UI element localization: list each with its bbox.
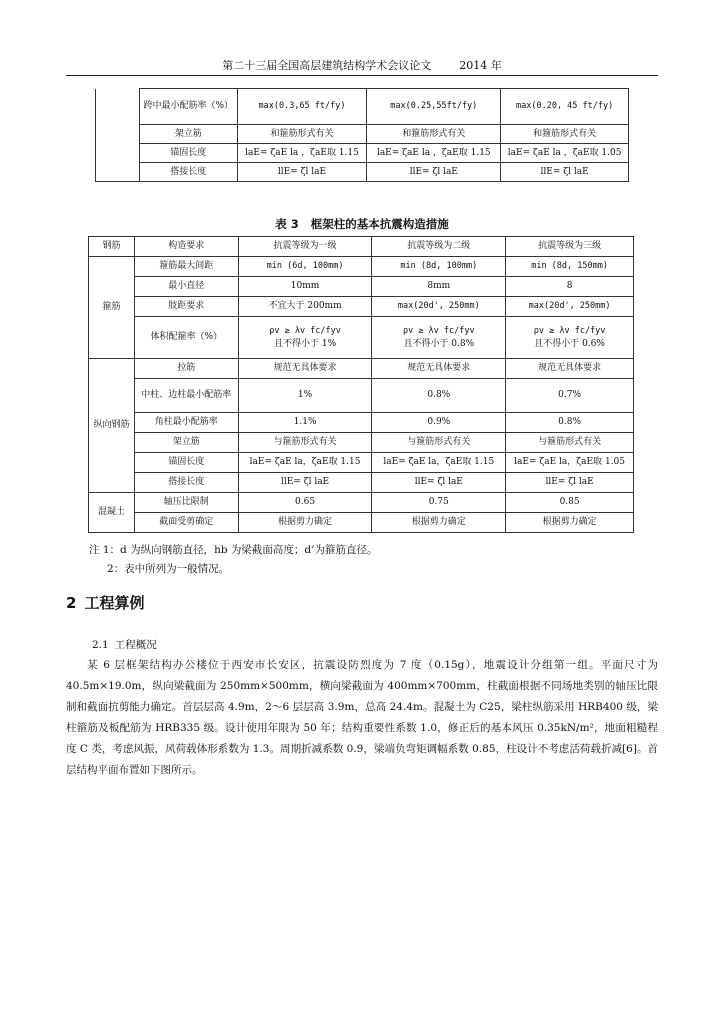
table-cell: 拉筋 xyxy=(134,359,238,379)
table-cell xyxy=(238,317,372,359)
table-cell: 规范无具体要求 xyxy=(238,359,372,379)
table-row xyxy=(96,125,629,144)
blank-cell xyxy=(96,89,140,182)
table-cell: 搭接长度 xyxy=(134,473,238,493)
table-cell: 规范无具体要求 xyxy=(372,359,506,379)
table-cell: 根据剪力确定 xyxy=(372,513,506,533)
table-header-row xyxy=(89,237,634,257)
table-cell: 1% xyxy=(238,379,372,413)
paragraph-text: 某 6 层框架结构办公楼位于西安市长安区，抗震设防烈度为 7 度（0.15g），地震设计分组第一组。平面尺寸为 40.5m×19.0m，纵向梁截面为 250mm×500mm，横向梁截面为 400mm×700mm，柱截面根据不同场地类别的轴压比限制和截面抗剪能力确定。首层层高 4.9m，2～6 层层高 3.9m，总高 24.4m。混凝土为 C25，梁柱纵筋采用 HRB400 级，梁柱箍筋及板配筋为 HRB335 级。设计使用年限为 50 年；结构重要性系数 1.0，修正后的基本风压 0.35kN/m²，地面粗糙程度 C 类，考虑风振，风荷载体形系数为 1.3。周期折减系数 0.9，梁端负弯矩调幅系数 0.85，柱设计不考虑活荷载折减[6]。首层结构平面布置如下图所示。 xyxy=(66,659,658,776)
table-cell: max(0.25,55ft/fy) xyxy=(367,89,501,125)
formula: ρv ≥ λv fc/fyv xyxy=(533,325,606,336)
table-row xyxy=(89,473,634,493)
table-cell: 0.65 xyxy=(238,493,372,513)
table-cell xyxy=(372,317,506,359)
table-row xyxy=(96,163,629,182)
subsection-title: 工程概况 xyxy=(114,639,157,651)
subsection-heading xyxy=(92,637,157,652)
table-cell: 与箍筋形式有关 xyxy=(372,433,506,453)
table-cell: 8mm xyxy=(372,277,506,297)
table-row xyxy=(96,89,629,125)
table-cell: 截面受剪确定 xyxy=(134,513,238,533)
table-cell: 0.7% xyxy=(506,379,634,413)
table-row xyxy=(89,359,634,379)
formula: ρv ≥ λv fc/fyv xyxy=(402,325,475,336)
table-cell: 搭接长度 xyxy=(139,163,237,182)
table-cell: laE= ζaE la ，ζaE取 1.15 xyxy=(237,144,367,163)
section-heading xyxy=(66,592,144,613)
limit-text: 且不得小于 1% xyxy=(273,338,337,349)
table-cell: 根据剪力确定 xyxy=(238,513,372,533)
table-cell: llE= ζl laE xyxy=(372,473,506,493)
header-cell: 抗震等级为一级 xyxy=(238,237,372,257)
table-row xyxy=(89,277,634,297)
continued-table xyxy=(95,88,629,182)
table-row xyxy=(96,144,629,163)
table-cell: 箍筋最大间距 xyxy=(134,257,238,277)
table-cell xyxy=(506,317,634,359)
table-cell: 中柱、边柱最小配筋率 xyxy=(134,379,238,413)
limit-text: 且不得小于 0.6% xyxy=(534,338,605,349)
group-cell-stirrup: 箍筋 xyxy=(89,257,135,359)
table-row xyxy=(89,413,634,433)
running-header xyxy=(66,58,658,74)
table-cell: laE= ζaE la ，ζaE取 1.15 xyxy=(367,144,501,163)
table-cell: laE= ζaE la，ζaE取 1.15 xyxy=(372,453,506,473)
header-cell: 抗震等级为二级 xyxy=(372,237,506,257)
column-seismic-table xyxy=(88,236,634,533)
table-cell: laE= ζaE la ，ζaE取 1.05 xyxy=(501,144,629,163)
table-cell: laE= ζaE la，ζaE取 1.15 xyxy=(238,453,372,473)
table-row xyxy=(89,297,634,317)
table-cell: llE= ζl laE xyxy=(237,163,367,182)
table-caption xyxy=(0,216,724,232)
table-note-1: 注 1：d 为纵向钢筋直径，hb 为梁截面高度；d’为箍筋直径。 xyxy=(89,544,378,556)
table-row xyxy=(89,513,634,533)
table-cell: llE= ζl laE xyxy=(238,473,372,493)
table-cell: 根据剪力确定 xyxy=(506,513,634,533)
table-cell: 锚固长度 xyxy=(134,453,238,473)
group-cell-longitudinal: 纵向钢筋 xyxy=(89,359,135,493)
table-cell: 不宜大于 200mm xyxy=(238,297,372,317)
table-cell: max(0.3,65 ft/fy) xyxy=(237,89,367,125)
header-cell: 钢筋 xyxy=(89,237,135,257)
table-cell: 与箍筋形式有关 xyxy=(506,433,634,453)
table-cell: 1.1% xyxy=(238,413,372,433)
table-row xyxy=(89,433,634,453)
section-title: 工程算例 xyxy=(84,594,145,612)
header-cell: 抗震等级为三级 xyxy=(506,237,634,257)
table-cell: 体积配箍率（%） xyxy=(134,317,238,359)
table-cell: 10mm xyxy=(238,277,372,297)
table-row xyxy=(89,379,634,413)
table-cell: 规范无具体要求 xyxy=(506,359,634,379)
table-cell: 和箍筋形式有关 xyxy=(367,125,501,144)
table-cell: 0.9% xyxy=(372,413,506,433)
table-number: 表 3 xyxy=(275,217,299,231)
table-row xyxy=(89,453,634,473)
table-cell: 轴压比限制 xyxy=(134,493,238,513)
table-cell: llE= ζl laE xyxy=(501,163,629,182)
table-cell: max(20d', 250mm) xyxy=(506,297,634,317)
table-cell: min (8d, 100mm) xyxy=(372,257,506,277)
section-number: 2 xyxy=(66,594,77,612)
table-row xyxy=(89,493,634,513)
group-cell-concrete: 混凝土 xyxy=(89,493,135,533)
table-cell: 架立筋 xyxy=(139,125,237,144)
table-cell: 和箍筋形式有关 xyxy=(501,125,629,144)
table-cell: llE= ζl laE xyxy=(367,163,501,182)
table-cell: laE= ζaE la，ζaE取 1.05 xyxy=(506,453,634,473)
table-cell: min (6d, 100mm) xyxy=(238,257,372,277)
table-cell: llE= ζl laE xyxy=(506,473,634,493)
table-cell: 8 xyxy=(506,277,634,297)
table-note-2: 2：表中所列为一般情况。 xyxy=(107,563,230,575)
table-title: 框架柱的基本抗震构造措施 xyxy=(310,217,449,231)
table-cell: 0.8% xyxy=(372,379,506,413)
table-cell: 架立筋 xyxy=(134,433,238,453)
table-cell: max(0.20, 45 ft/fy) xyxy=(501,89,629,125)
header-title: 第二十三届全国高层建筑结构学术会议论文 xyxy=(222,59,432,72)
formula: ρv ≥ λv fc/fyv xyxy=(269,325,341,336)
limit-text: 且不得小于 0.8% xyxy=(403,338,475,349)
header-cell: 构造要求 xyxy=(134,237,238,257)
table-cell: 肢距要求 xyxy=(134,297,238,317)
table-row xyxy=(89,317,634,359)
table-row xyxy=(89,257,634,277)
table-cell: 跨中最小配筋率（%） xyxy=(139,89,237,125)
table-cell: 0.75 xyxy=(372,493,506,513)
table-cell: 和箍筋形式有关 xyxy=(237,125,367,144)
table-cell: 锚固长度 xyxy=(139,144,237,163)
header-year: 2014 年 xyxy=(459,59,502,72)
body-paragraph xyxy=(66,655,658,781)
table-cell: 最小直径 xyxy=(134,277,238,297)
subsection-number: 2.1 xyxy=(92,639,109,651)
table-cell: max(20d', 250mm) xyxy=(372,297,506,317)
table-cell: 0.8% xyxy=(506,413,634,433)
table-cell: 与箍筋形式有关 xyxy=(238,433,372,453)
table-cell: min (8d, 150mm) xyxy=(506,257,634,277)
table-cell: 角柱最小配筋率 xyxy=(134,413,238,433)
table-cell: 0.85 xyxy=(506,493,634,513)
header-rule xyxy=(66,75,658,76)
